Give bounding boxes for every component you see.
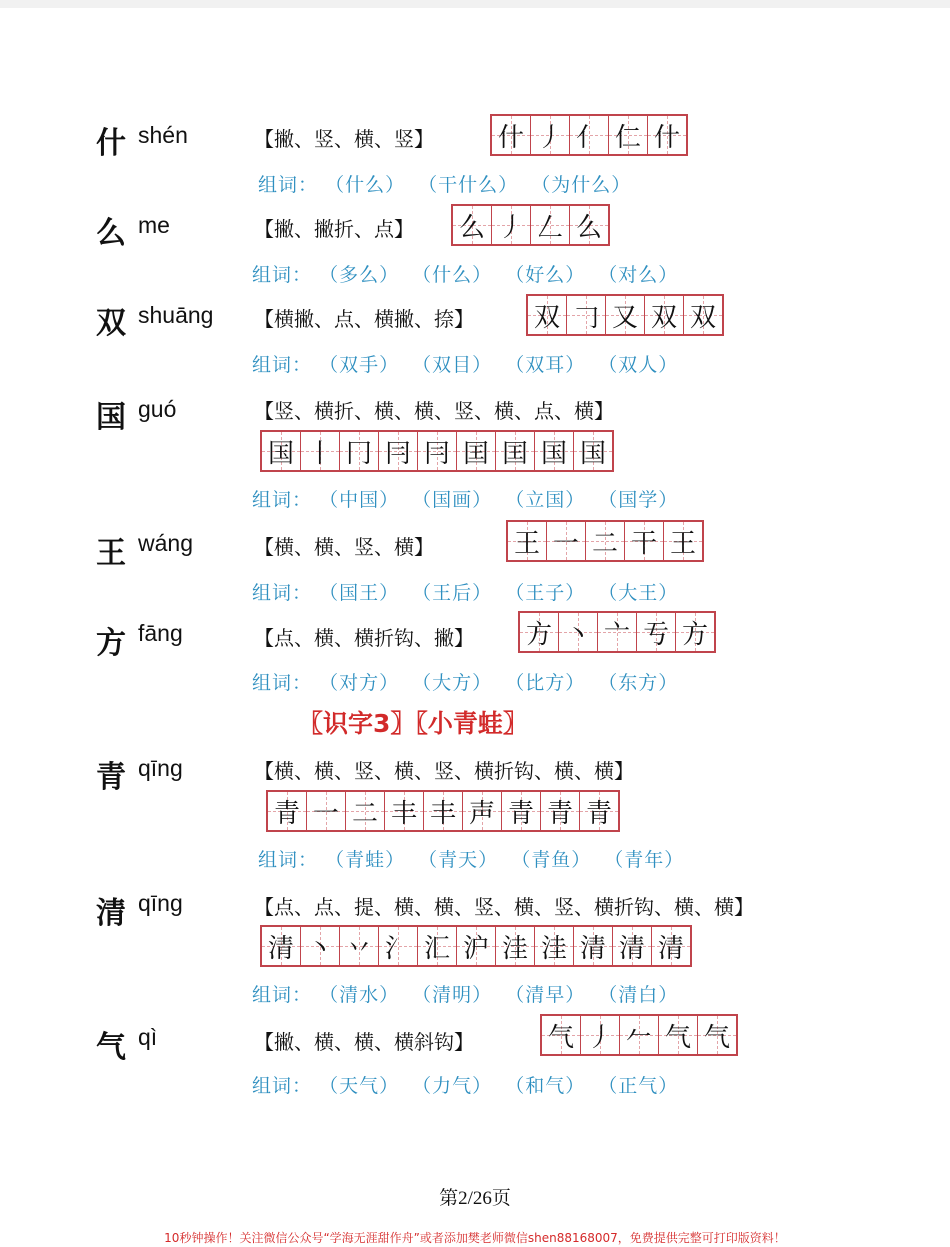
stroke-cell: 什 bbox=[648, 116, 686, 154]
stroke-cell: 青 bbox=[580, 792, 618, 830]
word-item: （为什么） bbox=[531, 174, 632, 196]
stroke-order-text: 【撇、横、横、横斜钩】 bbox=[254, 1030, 474, 1054]
word-group bbox=[258, 845, 690, 872]
word-item: （青蛙） bbox=[325, 849, 406, 871]
stroke-cell: 一 bbox=[307, 792, 346, 830]
stroke-order-text: 【撇、竖、横、竖】 bbox=[254, 127, 434, 151]
stroke-grid bbox=[260, 430, 614, 472]
pinyin: fāng bbox=[138, 620, 183, 646]
word-item: （什么） bbox=[325, 174, 406, 196]
stroke-cell: 汇 bbox=[418, 927, 457, 965]
head-character: 什 bbox=[96, 126, 126, 161]
word-label: 组词： bbox=[252, 984, 313, 1006]
word-group bbox=[252, 668, 684, 695]
top-strip bbox=[0, 0, 950, 8]
stroke-cell: 冂 bbox=[340, 432, 379, 470]
stroke-cell: 冃 bbox=[379, 432, 418, 470]
word-item: （好么） bbox=[505, 264, 586, 286]
word-item: （正气） bbox=[598, 1075, 679, 1097]
stroke-order-text: 【横、横、竖、横、竖、横折钩、横、横】 bbox=[254, 759, 634, 783]
pinyin: qīng bbox=[138, 890, 183, 916]
word-item: （清明） bbox=[412, 984, 493, 1006]
stroke-cell: 丶 bbox=[301, 927, 340, 965]
word-item: （青鱼） bbox=[511, 849, 592, 871]
stroke-cell: 丿 bbox=[531, 116, 570, 154]
stroke-cell: 𠂉 bbox=[620, 1016, 659, 1054]
footer-note: 10秒钟操作！关注微信公众号“学海无涯甜作舟”或者添加樊老师微信shen88168007，免费提供完整可打印版资料！ bbox=[164, 1231, 786, 1245]
stroke-cell: 气 bbox=[698, 1016, 736, 1054]
stroke-cell: 亠 bbox=[598, 613, 637, 651]
stroke-cell: 丶 bbox=[559, 613, 598, 651]
stroke-order-text: 【点、横、横折钩、撇】 bbox=[254, 626, 474, 650]
stroke-cell: 仁 bbox=[609, 116, 648, 154]
word-item: （国王） bbox=[319, 582, 400, 604]
stroke-cell: 清 bbox=[613, 927, 652, 965]
word-item: （什么） bbox=[412, 264, 493, 286]
stroke-cell: 么 bbox=[453, 206, 492, 244]
word-item: （东方） bbox=[598, 672, 679, 694]
word-item: （大王） bbox=[598, 582, 679, 604]
pinyin: wáng bbox=[138, 530, 193, 556]
stroke-cell: 双 bbox=[684, 296, 722, 334]
stroke-grid bbox=[506, 520, 704, 562]
stroke-cell: 清 bbox=[574, 927, 613, 965]
word-label: 组词： bbox=[252, 489, 313, 511]
stroke-cell: 沪 bbox=[457, 927, 496, 965]
stroke-cell: 气 bbox=[659, 1016, 698, 1054]
word-group bbox=[252, 578, 684, 605]
stroke-cell: 一 bbox=[547, 522, 586, 560]
word-item: （大方） bbox=[412, 672, 493, 694]
head-character: 方 bbox=[96, 626, 126, 661]
word-item: （青天） bbox=[418, 849, 499, 871]
stroke-cell: 丿 bbox=[492, 206, 531, 244]
stroke-cell: 青 bbox=[268, 792, 307, 830]
stroke-cell: 亐 bbox=[637, 613, 676, 651]
word-item: （双人） bbox=[598, 354, 679, 376]
stroke-cell: 清 bbox=[652, 927, 690, 965]
word-item: （干什么） bbox=[418, 174, 519, 196]
word-item: （清早） bbox=[505, 984, 586, 1006]
stroke-cell: 二 bbox=[586, 522, 625, 560]
word-item: （王后） bbox=[412, 582, 493, 604]
stroke-cell: 清 bbox=[262, 927, 301, 965]
word-item: （和气） bbox=[505, 1075, 586, 1097]
section-title: 〖识字3〗〖小青蛙〗 bbox=[298, 709, 528, 738]
word-item: （对么） bbox=[598, 264, 679, 286]
word-item: （国学） bbox=[598, 489, 679, 511]
word-label: 组词： bbox=[252, 1075, 313, 1097]
stroke-order-text: 【横撇、点、横撇、捺】 bbox=[254, 307, 474, 331]
word-label: 组词： bbox=[252, 264, 313, 286]
word-group bbox=[252, 350, 684, 377]
word-item: （天气） bbox=[319, 1075, 400, 1097]
word-group bbox=[258, 170, 637, 197]
stroke-cell: 洼 bbox=[535, 927, 574, 965]
word-label: 组词： bbox=[252, 672, 313, 694]
word-item: （力气） bbox=[412, 1075, 493, 1097]
stroke-cell: 国 bbox=[574, 432, 612, 470]
word-item: （王子） bbox=[505, 582, 586, 604]
word-item: （比方） bbox=[505, 672, 586, 694]
stroke-cell: 丰 bbox=[424, 792, 463, 830]
word-label: 组词： bbox=[252, 354, 313, 376]
stroke-cell: 方 bbox=[520, 613, 559, 651]
stroke-grid bbox=[540, 1014, 738, 1056]
word-label: 组词： bbox=[258, 849, 319, 871]
stroke-cell: 国 bbox=[262, 432, 301, 470]
stroke-cell: 王 bbox=[508, 522, 547, 560]
stroke-cell: 气 bbox=[542, 1016, 581, 1054]
pinyin: me bbox=[138, 212, 170, 238]
pinyin: qīng bbox=[138, 755, 183, 781]
pinyin: qì bbox=[138, 1024, 158, 1050]
word-item: （双目） bbox=[412, 354, 493, 376]
word-label: 组词： bbox=[258, 174, 319, 196]
stroke-cell: 双 bbox=[645, 296, 684, 334]
word-group bbox=[252, 485, 684, 512]
stroke-cell: 𠃌 bbox=[567, 296, 606, 334]
stroke-grid bbox=[518, 611, 716, 653]
stroke-cell: 青 bbox=[541, 792, 580, 830]
stroke-order-text: 【竖、横折、横、横、竖、横、点、横】 bbox=[254, 399, 614, 423]
word-item: （中国） bbox=[319, 489, 400, 511]
stroke-cell: 丰 bbox=[385, 792, 424, 830]
stroke-cell: 冃 bbox=[418, 432, 457, 470]
stroke-cell: 青 bbox=[502, 792, 541, 830]
stroke-cell: 又 bbox=[606, 296, 645, 334]
stroke-cell: 囯 bbox=[457, 432, 496, 470]
pinyin: shuāng bbox=[138, 302, 214, 328]
pinyin: guó bbox=[138, 396, 177, 422]
pinyin: shén bbox=[138, 122, 188, 148]
stroke-grid bbox=[451, 204, 610, 246]
stroke-cell: 亻 bbox=[570, 116, 609, 154]
stroke-cell: 囯 bbox=[496, 432, 535, 470]
stroke-order-text: 【横、横、竖、横】 bbox=[254, 535, 434, 559]
stroke-order-text: 【点、点、提、横、横、竖、横、竖、横折钩、横、横】 bbox=[254, 895, 754, 919]
stroke-grid bbox=[490, 114, 688, 156]
stroke-cell: 丿 bbox=[581, 1016, 620, 1054]
stroke-cell: 𠃋 bbox=[531, 206, 570, 244]
stroke-cell: 洼 bbox=[496, 927, 535, 965]
word-item: （双手） bbox=[319, 354, 400, 376]
word-item: （青年） bbox=[604, 849, 685, 871]
stroke-cell: 干 bbox=[625, 522, 664, 560]
page-number: 第2/26页 bbox=[439, 1188, 511, 1209]
stroke-order-text: 【撇、撇折、点】 bbox=[254, 217, 414, 241]
stroke-cell: 么 bbox=[570, 206, 608, 244]
word-item: （清白） bbox=[598, 984, 679, 1006]
stroke-cell: 国 bbox=[535, 432, 574, 470]
stroke-cell: 王 bbox=[664, 522, 702, 560]
stroke-cell: 双 bbox=[528, 296, 567, 334]
stroke-cell: 氵 bbox=[379, 927, 418, 965]
head-character: 么 bbox=[96, 216, 126, 251]
stroke-cell: 方 bbox=[676, 613, 714, 651]
word-item: （双耳） bbox=[505, 354, 586, 376]
word-item: （清水） bbox=[319, 984, 400, 1006]
word-item: （多么） bbox=[319, 264, 400, 286]
head-character: 青 bbox=[96, 760, 126, 795]
head-character: 王 bbox=[96, 536, 126, 571]
word-item: （国画） bbox=[412, 489, 493, 511]
word-label: 组词： bbox=[252, 582, 313, 604]
word-group bbox=[252, 260, 684, 287]
word-item: （对方） bbox=[319, 672, 400, 694]
word-group bbox=[252, 980, 684, 1007]
stroke-grid bbox=[260, 925, 692, 967]
stroke-grid bbox=[526, 294, 724, 336]
word-item: （立国） bbox=[505, 489, 586, 511]
stroke-cell: 丷 bbox=[340, 927, 379, 965]
stroke-cell: 声 bbox=[463, 792, 502, 830]
stroke-cell: 二 bbox=[346, 792, 385, 830]
head-character: 气 bbox=[96, 1030, 126, 1065]
stroke-cell: 丨 bbox=[301, 432, 340, 470]
head-character: 国 bbox=[96, 400, 126, 435]
stroke-grid bbox=[266, 790, 620, 832]
word-group bbox=[252, 1071, 684, 1098]
stroke-cell: 什 bbox=[492, 116, 531, 154]
head-character: 清 bbox=[96, 896, 126, 931]
head-character: 双 bbox=[96, 306, 126, 341]
